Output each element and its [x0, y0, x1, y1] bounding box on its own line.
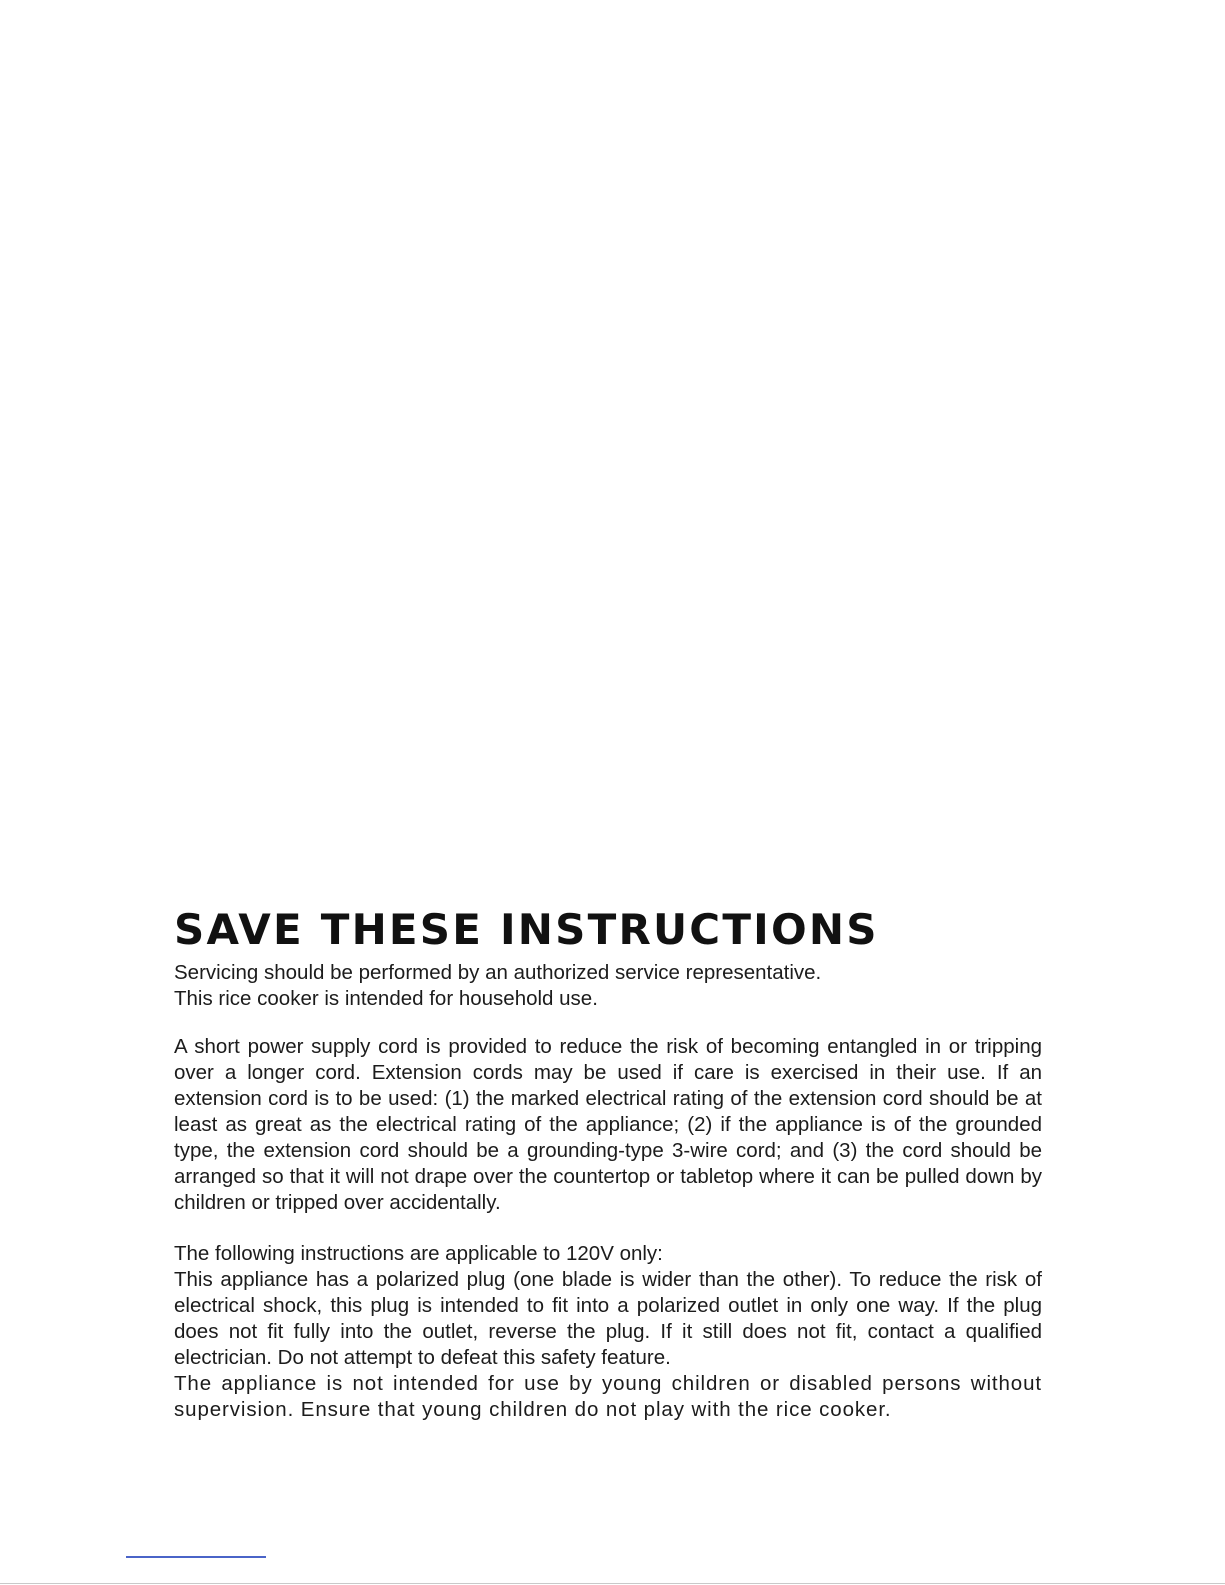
- footer-rule: [126, 1556, 266, 1558]
- servicing-note: Servicing should be performed by an authorized service representative.: [174, 961, 822, 984]
- instructions-section: [174, 906, 1042, 1423]
- intro-block: [174, 960, 1042, 1012]
- supervision-paragraph: The appliance is not intended for use by young children or disabled persons without supervision. Ensure that young children do not play with the rice cooker.: [174, 1372, 1042, 1421]
- household-use-note: This rice cooker is intended for household use.: [174, 987, 598, 1010]
- extension-cord-paragraph: A short power supply cord is provided to reduce the risk of becoming entangled in or tripping over a longer cord. Extension cords may be used if care is exercised in their use. If an extension cord is to be used: (1) the marked electrical rating of the extension cord should be at least as great as the electrical rating of the appliance; (2) if the appliance is of the grounded type, the extension cord should be a grounding-type 3-wire cord; and (3) the cord should be arranged so that it will not drape over the countertop or tabletop where it can be pulled down by children or tripped over accidentally.: [174, 1035, 1042, 1214]
- page-bottom-edge: [0, 1583, 1225, 1584]
- section-heading: SAVE THESE INSTRUCTIONS: [174, 905, 879, 954]
- voltage-note: The following instructions are applicable to 120V only:: [174, 1242, 663, 1265]
- polarized-plug-paragraph: This appliance has a polarized plug (one blade is wider than the other). To reduce the risk of electrical shock, this plug is intended to fit into a polarized outlet in only one way. If the plug does not fit fully into the outlet, reverse the plug. If it still does not fit, contact a qualified electrician. Do not attempt to defeat this safety feature.: [174, 1268, 1042, 1369]
